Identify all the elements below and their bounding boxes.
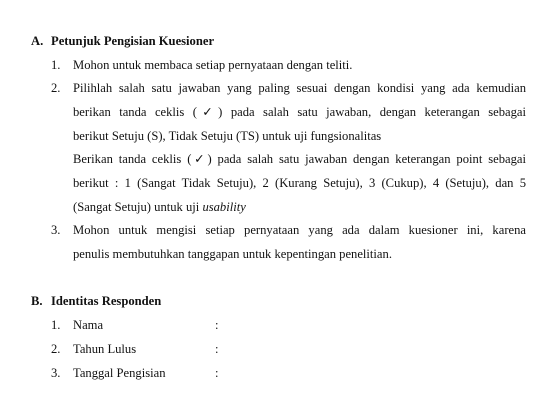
item-2-line-6: [73, 199, 246, 215]
item-3-number: 3.: [51, 223, 61, 237]
field-nama-label: Nama: [73, 318, 104, 332]
field-tahun-lulus-colon: :: [215, 342, 219, 356]
item-3-line-1: Mohon untuk mengisi setiap pernyataan yang ada dalam kuesioner ini, karena: [73, 223, 526, 237]
section-b-title: Identitas Responden: [51, 294, 162, 308]
item-2-line-5: berikut : 1 (Sangat Tidak Setuju), 2 (Kurang Setuju), 3 (Cukup), 4 (Setuju), dan 5: [73, 176, 526, 190]
field-tanggal-pengisian-label: Tanggal Pengisian: [73, 366, 166, 380]
field-tanggal-pengisian-colon: :: [215, 366, 219, 380]
section-a-letter: A.: [31, 34, 44, 48]
item-2-line-2: berikan tanda ceklis (✓) pada salah satu jawaban, dengan keterangan sebagai: [73, 105, 526, 119]
item-2-line-6-text: (Sangat Setuju) untuk uji: [73, 200, 203, 214]
item-2-line-1: Pilihlah salah satu jawaban yang paling sesuai dengan kondisi yang ada kemudian: [73, 81, 526, 95]
section-a-title: Petunjuk Pengisian Kuesioner: [51, 34, 215, 48]
item-1-line-1: Mohon untuk membaca setiap pernyataan dengan teliti.: [73, 58, 353, 72]
item-2-line-3: berikut Setuju (S), Tidak Setuju (TS) untuk uji fungsionalitas: [73, 129, 382, 143]
item-2-number: 2.: [51, 81, 61, 95]
field-tahun-lulus-label: Tahun Lulus: [73, 342, 137, 356]
item-1-number: 1.: [51, 58, 61, 72]
item-2-line-4: Berikan tanda ceklis (✓) pada salah satu jawaban dengan keterangan point sebagai: [73, 152, 526, 166]
field-1-number: 1.: [51, 318, 61, 332]
field-nama-colon: :: [215, 318, 219, 332]
item-2-usability-term: usability: [202, 200, 246, 214]
item-3-line-2: penulis membutuhkan tanggapan untuk kepentingan penelitian.: [73, 247, 392, 261]
field-3-number: 3.: [51, 366, 61, 380]
field-2-number: 2.: [51, 342, 61, 356]
section-b-letter: B.: [31, 294, 43, 308]
